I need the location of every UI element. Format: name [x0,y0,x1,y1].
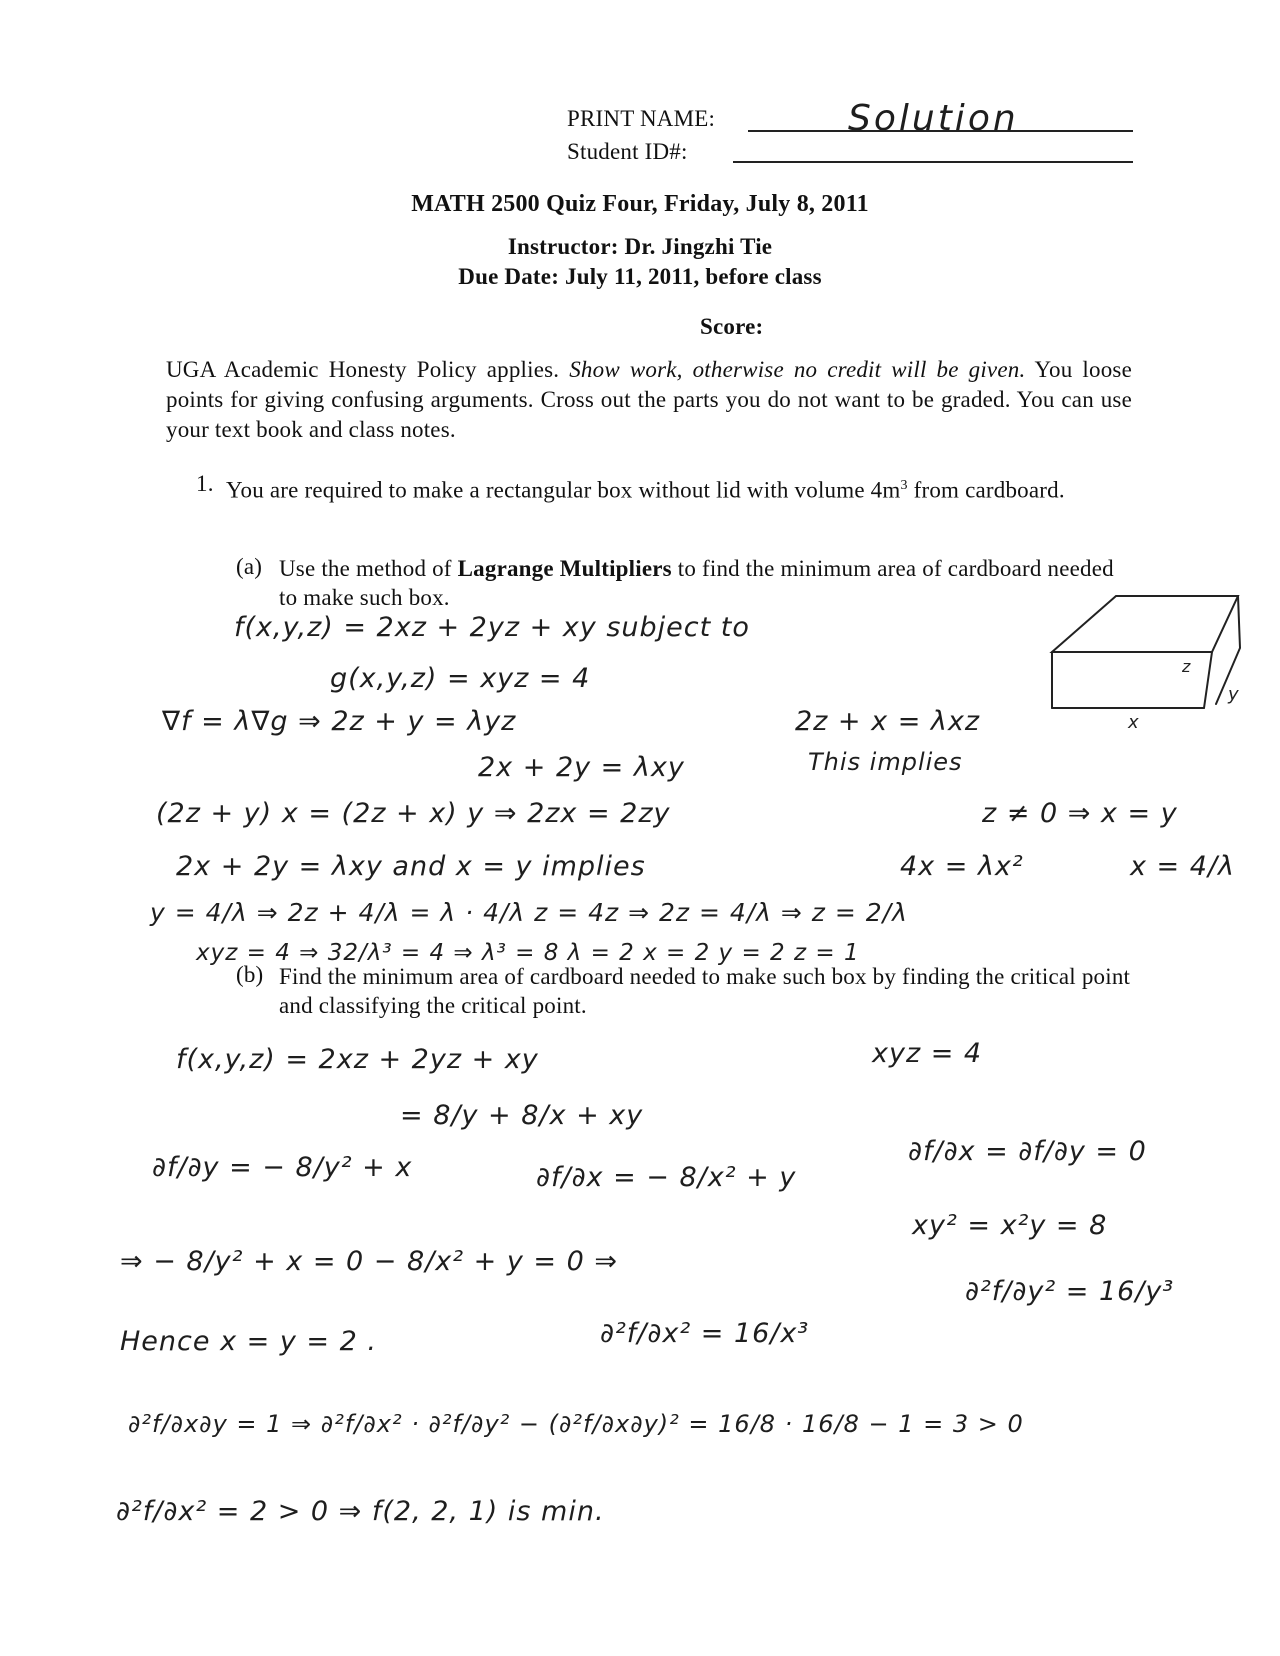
problem-number: 1. [196,471,214,496]
part-b-text: Find the minimum area of cardboard needed to make such box by finding the critical point and classifying the critical point. [279,964,1131,1018]
part-b-label: (b) [236,962,264,987]
work-a-line-8: z ≠ 0 ⇒ x = y [982,798,1178,829]
work-b-line-5: ∂f/∂x = − 8/x² + y [536,1162,797,1193]
box-depth-label: y [1228,684,1239,705]
box-right-edge [1204,652,1212,708]
part-a-text: Use the method of Lagrange Multipliers to find the minimum area of cardboard needed to make such box. [279,556,1114,610]
due-date: Due Date: July 11, 2011, before class [458,264,822,289]
work-b-line-10: Hence x = y = 2 . [120,1326,377,1357]
instructor: Instructor: Dr. Jingzhi Tie [507,234,773,259]
work-b-line-11: ∂²f/∂x² = 16/x³ [600,1318,810,1349]
work-a-line-2: g(x,y,z) = xyz = 4 [330,663,591,694]
student-id-label: Student ID#: [567,139,688,164]
work-b-line-7: ⇒ − 8/y² + x = 0 − 8/x² + y = 0 ⇒ [120,1246,619,1277]
work-a-line-3: ∇f = λ∇g ⇒ 2z + y = λyz [162,706,517,737]
work-b-line-9: ∂²f/∂y² = 16/y³ [965,1276,1175,1307]
work-a-line-9: 2x + 2y = λxy and x = y implies [176,851,646,882]
work-b-line-8: xy² = x²y = 8 [912,1210,1108,1241]
print-name-label: PRINT NAME: [567,106,716,131]
box-height-label: z [1182,657,1191,676]
box-sketch [1040,588,1250,728]
work-b-line-1: f(x,y,z) = 2xz + 2yz + xy [176,1044,539,1075]
work-a-line-4: 2z + x = λxz [795,706,981,737]
work-a-line-10: 4x = λx² [900,851,1024,882]
quiz-title: MATH 2500 Quiz Four, Friday, July 8, 2011 [411,191,869,217]
work-a-line-1: f(x,y,z) = 2xz + 2yz + xy subject to [234,612,750,643]
work-a-line-6: This implies [808,748,963,776]
work-a-line-5: 2x + 2y = λxy [478,752,685,783]
instructions: UGA Academic Honesty Policy applies. Show work, otherwise no credit will be given. You loose points for giving confusing arguments. Cross out the parts you do not want to be graded. You can use your text book and class notes. [166,357,1132,442]
work-b-line-13: ∂²f/∂x² = 2 > 0 ⇒ f(2, 2, 1) is min. [116,1496,605,1527]
work-a-line-13: xyz = 4 ⇒ 32/λ³ = 4 ⇒ λ³ = 8 λ = 2 x = 2 y = 2 z = 1 [196,940,860,966]
work-b-line-6: ∂f/∂x = ∂f/∂y = 0 [908,1136,1147,1167]
score-label: Score: [700,314,764,339]
work-a-line-11: x = 4/λ [1130,851,1236,882]
work-b-line-3: = 8/y + 8/x + xy [400,1100,644,1131]
part-a-label: (a) [236,554,263,579]
handwritten-name: Solution [848,98,1019,139]
student-id-line [733,161,1133,163]
box-width-label: x [1128,712,1139,728]
work-a-line-12: y = 4/λ ⇒ 2z + 4/λ = λ · 4/λ z = 4z ⇒ 2z = 4/λ ⇒ z = 2/λ [150,898,908,927]
work-b-line-12: ∂²f/∂x∂y = 1 ⇒ ∂²f/∂x² · ∂²f/∂y² − (∂²f/∂x∂y)² = 16/8 · 16/8 − 1 = 3 > 0 [128,1410,1024,1438]
work-b-line-2: xyz = 4 [872,1038,983,1069]
problem-text: You are required to make a rectangular box without lid with volume $4m^3$ from cardboard. [226,477,1065,503]
work-b-line-4: ∂f/∂y = − 8/y² + x [152,1152,413,1183]
work-a-line-7: (2z + y) x = (2z + x) y ⇒ 2zx = 2zy [156,798,671,829]
box-top-face [1052,596,1238,652]
